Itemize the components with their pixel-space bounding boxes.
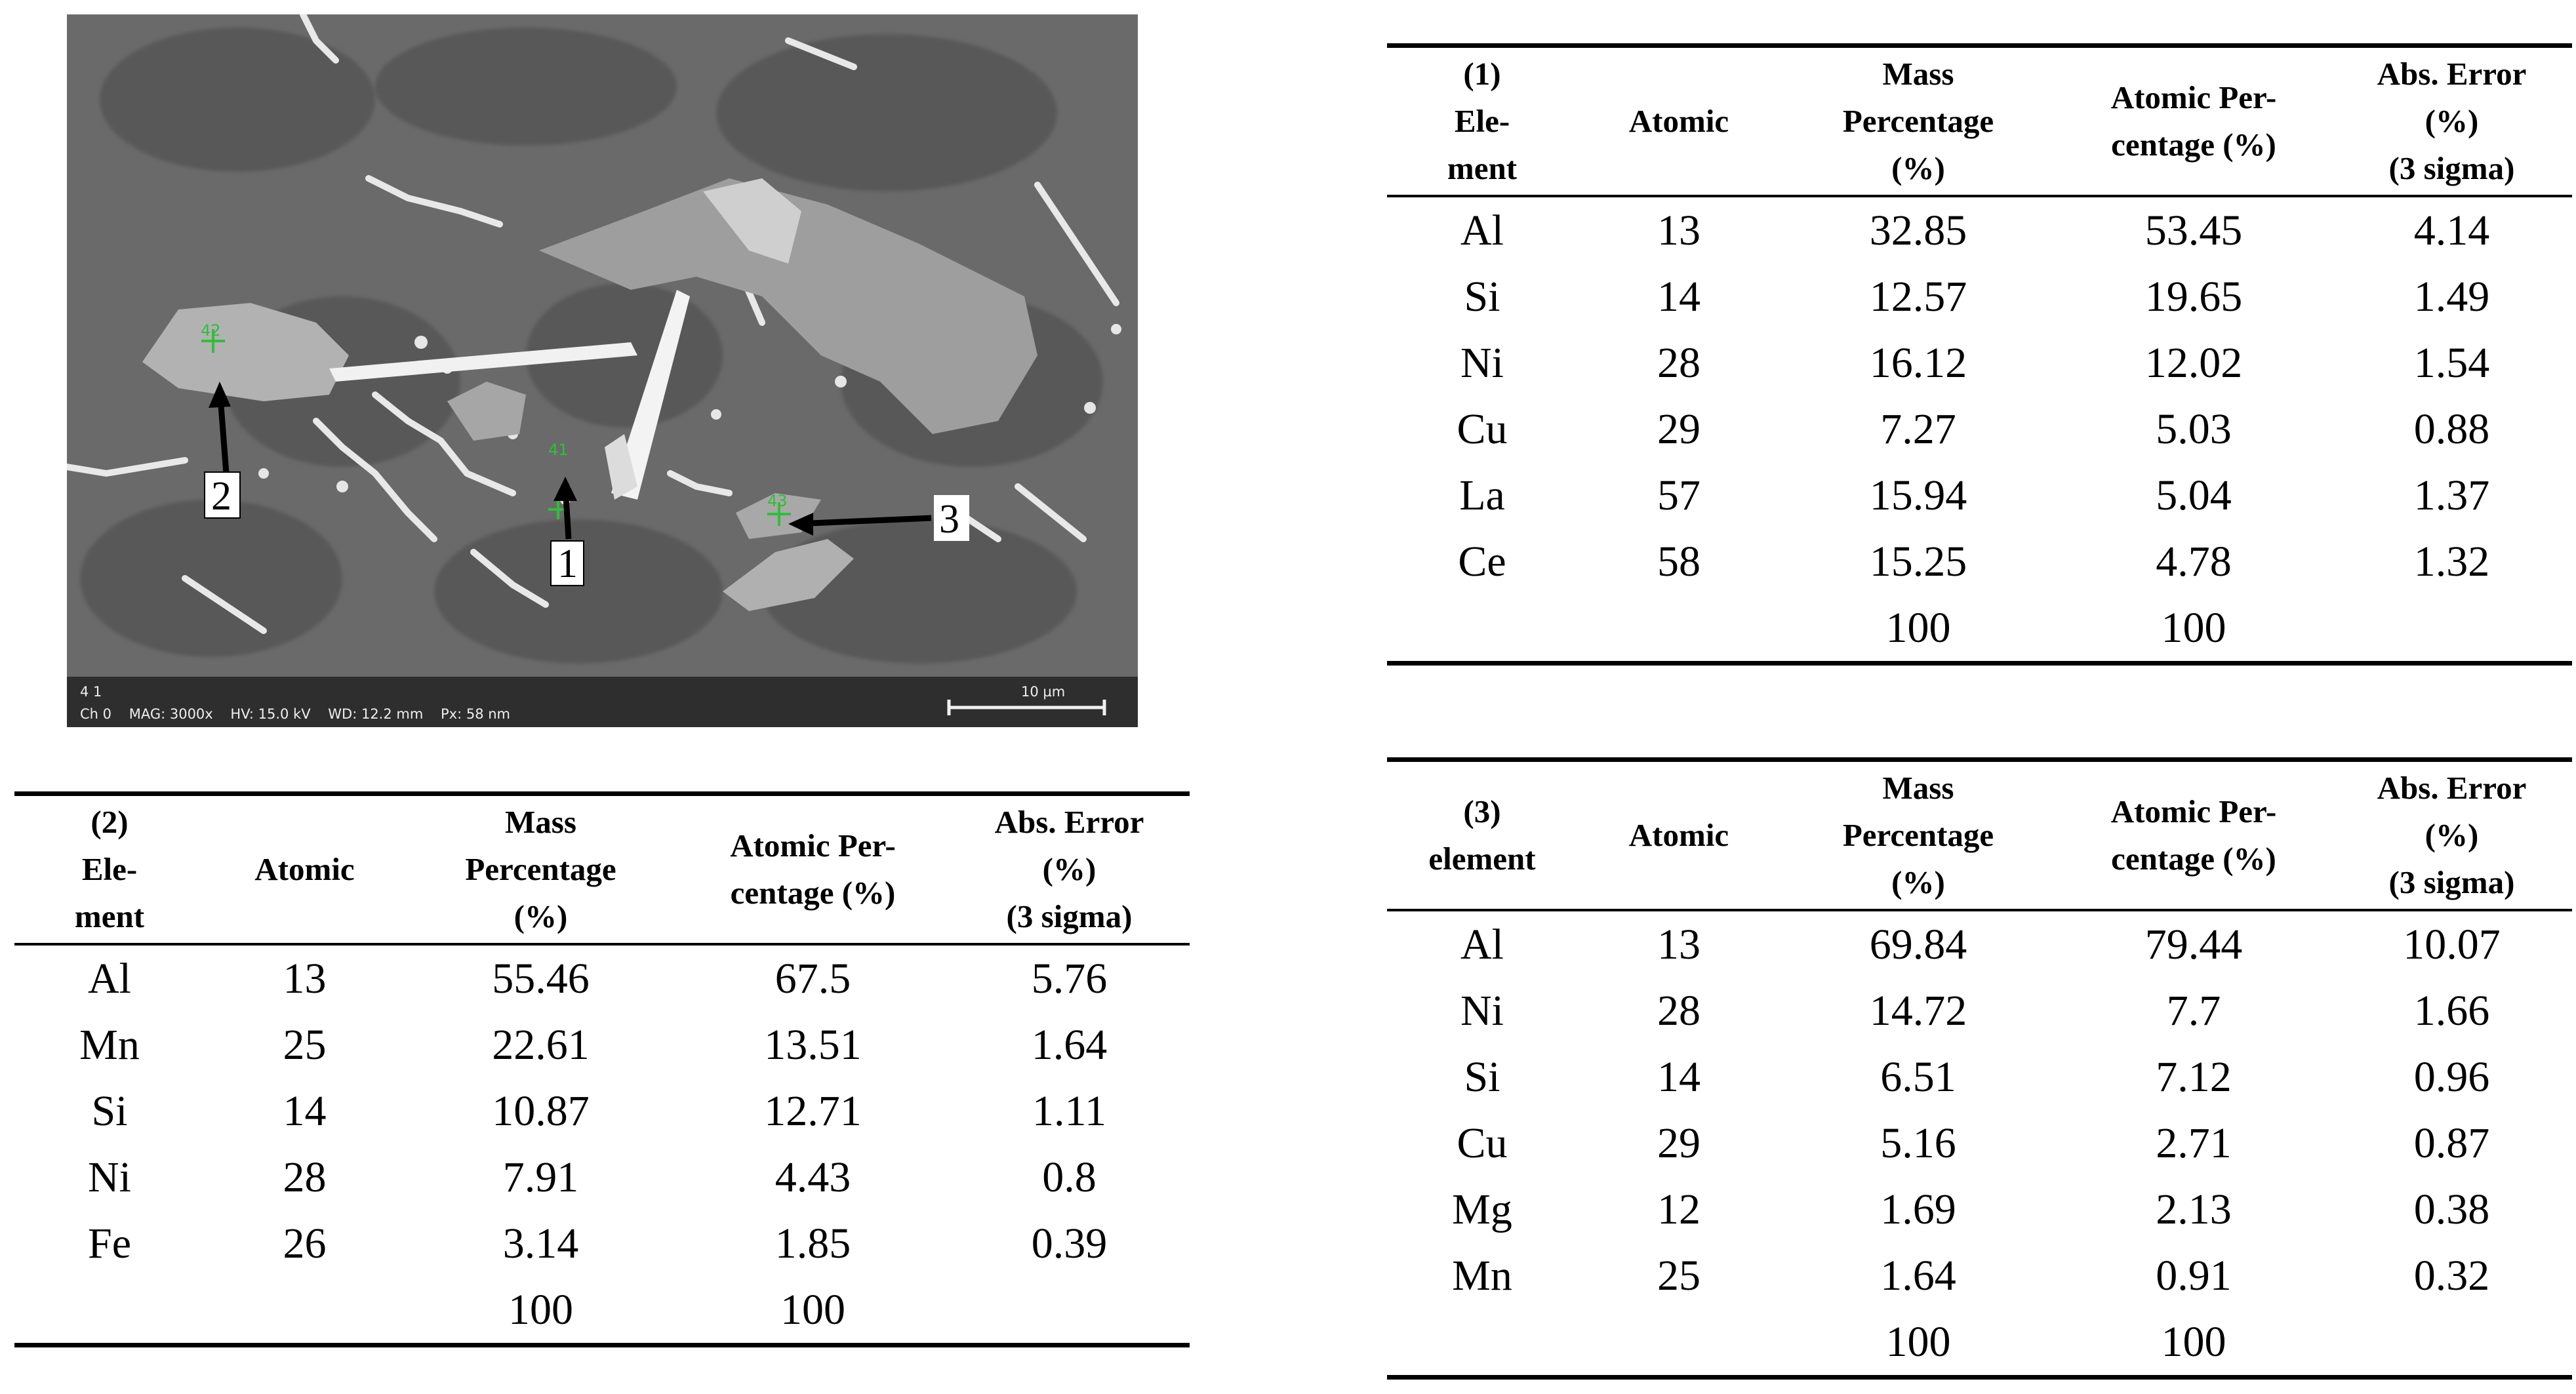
cell-abs-error: 0.8: [1042, 1153, 1097, 1201]
cell-atomic: 25: [283, 1020, 327, 1069]
cell-mass-total: 100: [1885, 1317, 1951, 1366]
cell-mass: 7.27: [1880, 405, 1956, 453]
cell-mass: 1.69: [1880, 1185, 1956, 1233]
table-row: [1387, 1110, 2572, 1176]
cell-mass: 10.87: [492, 1086, 590, 1135]
cell-abs-error: 5.76: [1031, 954, 1108, 1003]
table-total-row: [1387, 595, 2572, 664]
cell-element: Mg: [1452, 1185, 1512, 1233]
table-row: [1387, 330, 2572, 396]
cell-mass-total: 100: [508, 1285, 573, 1334]
point-label-3: 3: [939, 497, 959, 542]
cell-abs-error: 10.07: [2403, 920, 2501, 968]
header-element: (1) Ele- ment: [1387, 46, 1577, 197]
cell-atomic-pct: 67.5: [775, 954, 851, 1003]
cell-atomic: [1577, 1309, 1781, 1378]
table-row: [14, 1012, 1190, 1078]
cell-element: Cu: [1457, 405, 1508, 453]
table-row: [1387, 264, 2572, 330]
cell-atomic-pct: 7.12: [2156, 1052, 2232, 1101]
spot-label-41: 41: [548, 441, 569, 459]
cell-atomic-pct-total: 100: [780, 1285, 845, 1334]
table-row: [1387, 462, 2572, 528]
cell-mass: 6.51: [1880, 1052, 1956, 1101]
cell-element: Fe: [88, 1219, 131, 1267]
cell-mass: 14.72: [1869, 986, 1967, 1035]
cell-abs-error: 0.96: [2413, 1052, 2490, 1101]
cell-mass: 16.12: [1869, 338, 1967, 387]
cell-element: [14, 1277, 205, 1345]
table-total-row: [14, 1277, 1190, 1345]
cell-abs-error: 0.39: [1031, 1219, 1108, 1267]
cell-atomic: 12: [1657, 1185, 1701, 1233]
table-row: [1387, 1044, 2572, 1110]
cell-element: [1387, 1309, 1577, 1378]
cell-atomic: 14: [1657, 1052, 1701, 1101]
table-row: [14, 1078, 1190, 1144]
cell-element: Ni: [1460, 338, 1504, 387]
cell-atomic-pct-total: 100: [2161, 1317, 2226, 1366]
cell-element: Si: [91, 1086, 128, 1135]
cell-abs-error: 1.32: [2413, 537, 2490, 586]
cell-mass: 12.57: [1869, 272, 1967, 321]
header-abs-error: Abs. Error (%) (3 sigma): [2331, 46, 2572, 197]
composition-table-2: [14, 791, 1190, 1347]
sem-status-line-2: Ch 0 MAG: 3000x HV: 15.0 kV WD: 12.2 mm Px: 58 nm: [80, 706, 511, 722]
header-atomic-percentage: Atomic Per- centage (%): [2056, 760, 2331, 911]
cell-element: [1387, 595, 1577, 664]
cell-atomic: 58: [1657, 537, 1701, 586]
cell-element: Al: [1460, 920, 1504, 968]
composition-table-3: [1387, 757, 2572, 1380]
cell-mass: 15.94: [1869, 471, 1967, 519]
composition-table-1: [1387, 43, 2572, 666]
cell-atomic-pct: 1.85: [775, 1219, 851, 1267]
cell-abs-error: 0.87: [2413, 1119, 2490, 1167]
header-atomic: Atomic: [1577, 760, 1781, 911]
cell-abs-error: 1.37: [2413, 471, 2490, 519]
header-element: (3) element: [1387, 760, 1577, 911]
cell-element: Al: [1460, 206, 1504, 254]
cell-element: Si: [1464, 272, 1500, 321]
header-mass-percentage: Mass Percentage (%): [1781, 46, 2056, 197]
cell-atomic: 14: [1657, 272, 1701, 321]
cell-abs-error: 1.11: [1032, 1086, 1107, 1135]
table-row: [1387, 196, 2572, 264]
cell-atomic-pct: 2.71: [2156, 1119, 2232, 1167]
cell-abs-error: [2331, 595, 2572, 664]
cell-element: Al: [88, 954, 131, 1003]
cell-atomic-pct: 4.78: [2156, 537, 2232, 586]
cell-abs-error: [949, 1277, 1190, 1345]
cell-atomic: 14: [283, 1086, 327, 1135]
cell-abs-error: 1.66: [2413, 986, 2490, 1035]
table-total-row: [1387, 1309, 2572, 1378]
cell-mass: 1.64: [1880, 1251, 1956, 1300]
cell-atomic: 25: [1657, 1251, 1701, 1300]
header-atomic: Atomic: [1577, 46, 1781, 197]
scale-bar-label: 10 µm: [1021, 684, 1066, 700]
cell-atomic-pct: 5.03: [2156, 405, 2232, 453]
cell-atomic-pct-total: 100: [2161, 603, 2226, 652]
sem-image-svg: [67, 14, 1138, 727]
cell-mass: 22.61: [492, 1020, 590, 1069]
cell-atomic: 13: [1657, 920, 1701, 968]
cell-atomic-pct: 2.13: [2156, 1185, 2232, 1233]
table-row: [1387, 1243, 2572, 1309]
sem-micrograph: [67, 14, 1138, 727]
cell-atomic: 57: [1657, 471, 1701, 519]
cell-atomic-pct: 12.71: [764, 1086, 862, 1135]
point-label-2: 2: [211, 474, 231, 519]
table-header-row: [1387, 760, 2572, 911]
header-abs-error: Abs. Error (%) (3 sigma): [949, 794, 1190, 945]
cell-element: Ni: [1460, 986, 1504, 1035]
table-header-row: [14, 794, 1190, 945]
cell-mass: 69.84: [1869, 920, 1967, 968]
cell-abs-error: 0.32: [2413, 1251, 2490, 1300]
cell-atomic: 13: [1657, 206, 1701, 254]
header-mass-percentage: Mass Percentage (%): [405, 794, 677, 945]
header-atomic-percentage: Atomic Per- centage (%): [677, 794, 949, 945]
cell-element: Ni: [88, 1153, 131, 1201]
cell-atomic: 28: [1657, 986, 1701, 1035]
table-row: [14, 944, 1190, 1012]
table-row: [1387, 978, 2572, 1044]
spot-label-43: 43: [767, 492, 788, 510]
header-atomic-percentage: Atomic Per- centage (%): [2056, 46, 2331, 197]
header-element: (2) Ele- ment: [14, 794, 205, 945]
cell-abs-error: [2331, 1309, 2572, 1378]
cell-mass: 15.25: [1869, 537, 1967, 586]
table-row: [1387, 910, 2572, 978]
cell-element: La: [1459, 471, 1505, 519]
header-atomic: Atomic: [205, 794, 405, 945]
cell-atomic: 29: [1657, 405, 1701, 453]
cell-atomic-pct: 53.45: [2144, 206, 2243, 254]
cell-abs-error: 1.49: [2413, 272, 2490, 321]
cell-abs-error: 0.38: [2413, 1185, 2490, 1233]
table-header-row: [1387, 46, 2572, 197]
cell-mass: 5.16: [1880, 1119, 1956, 1167]
cell-atomic-pct: 7.7: [2166, 986, 2221, 1035]
cell-mass: 32.85: [1869, 206, 1967, 254]
cell-element: Si: [1464, 1052, 1500, 1101]
cell-atomic: 13: [283, 954, 327, 1003]
cell-element: Mn: [1452, 1251, 1512, 1300]
point-label-1: 1: [557, 542, 578, 586]
cell-mass: 3.14: [502, 1219, 579, 1267]
cell-mass: 55.46: [492, 954, 590, 1003]
cell-abs-error: 0.88: [2413, 405, 2490, 453]
cell-atomic: [205, 1277, 405, 1345]
table-row: [1387, 1176, 2572, 1243]
cell-atomic: 28: [283, 1153, 327, 1201]
cell-abs-error: 1.54: [2413, 338, 2490, 387]
cell-abs-error: 4.14: [2413, 206, 2490, 254]
cell-atomic-pct: 13.51: [764, 1020, 862, 1069]
cell-atomic-pct: 5.04: [2156, 471, 2232, 519]
cell-atomic-pct: 0.91: [2156, 1251, 2232, 1300]
table-row: [1387, 528, 2572, 595]
cell-element: Cu: [1457, 1119, 1508, 1167]
table-row: [1387, 396, 2572, 462]
sem-status-line-1: 4 1: [80, 684, 102, 700]
cell-atomic: [1577, 595, 1781, 664]
spot-label-42: 42: [201, 321, 221, 340]
table-row: [14, 1210, 1190, 1277]
table-row: [14, 1144, 1190, 1210]
header-mass-percentage: Mass Percentage (%): [1781, 760, 2056, 911]
cell-atomic-pct: 79.44: [2144, 920, 2243, 968]
cell-atomic: 28: [1657, 338, 1701, 387]
cell-atomic: 26: [283, 1219, 327, 1267]
cell-atomic: 29: [1657, 1119, 1701, 1167]
cell-mass: 7.91: [502, 1153, 579, 1201]
cell-atomic-pct: 19.65: [2144, 272, 2243, 321]
cell-mass-total: 100: [1885, 603, 1951, 652]
cell-atomic-pct: 12.02: [2144, 338, 2243, 387]
cell-abs-error: 1.64: [1031, 1020, 1108, 1069]
cell-element: Ce: [1458, 537, 1506, 586]
header-abs-error: Abs. Error (%) (3 sigma): [2331, 760, 2572, 911]
cell-element: Mn: [79, 1020, 140, 1069]
cell-atomic-pct: 4.43: [775, 1153, 851, 1201]
